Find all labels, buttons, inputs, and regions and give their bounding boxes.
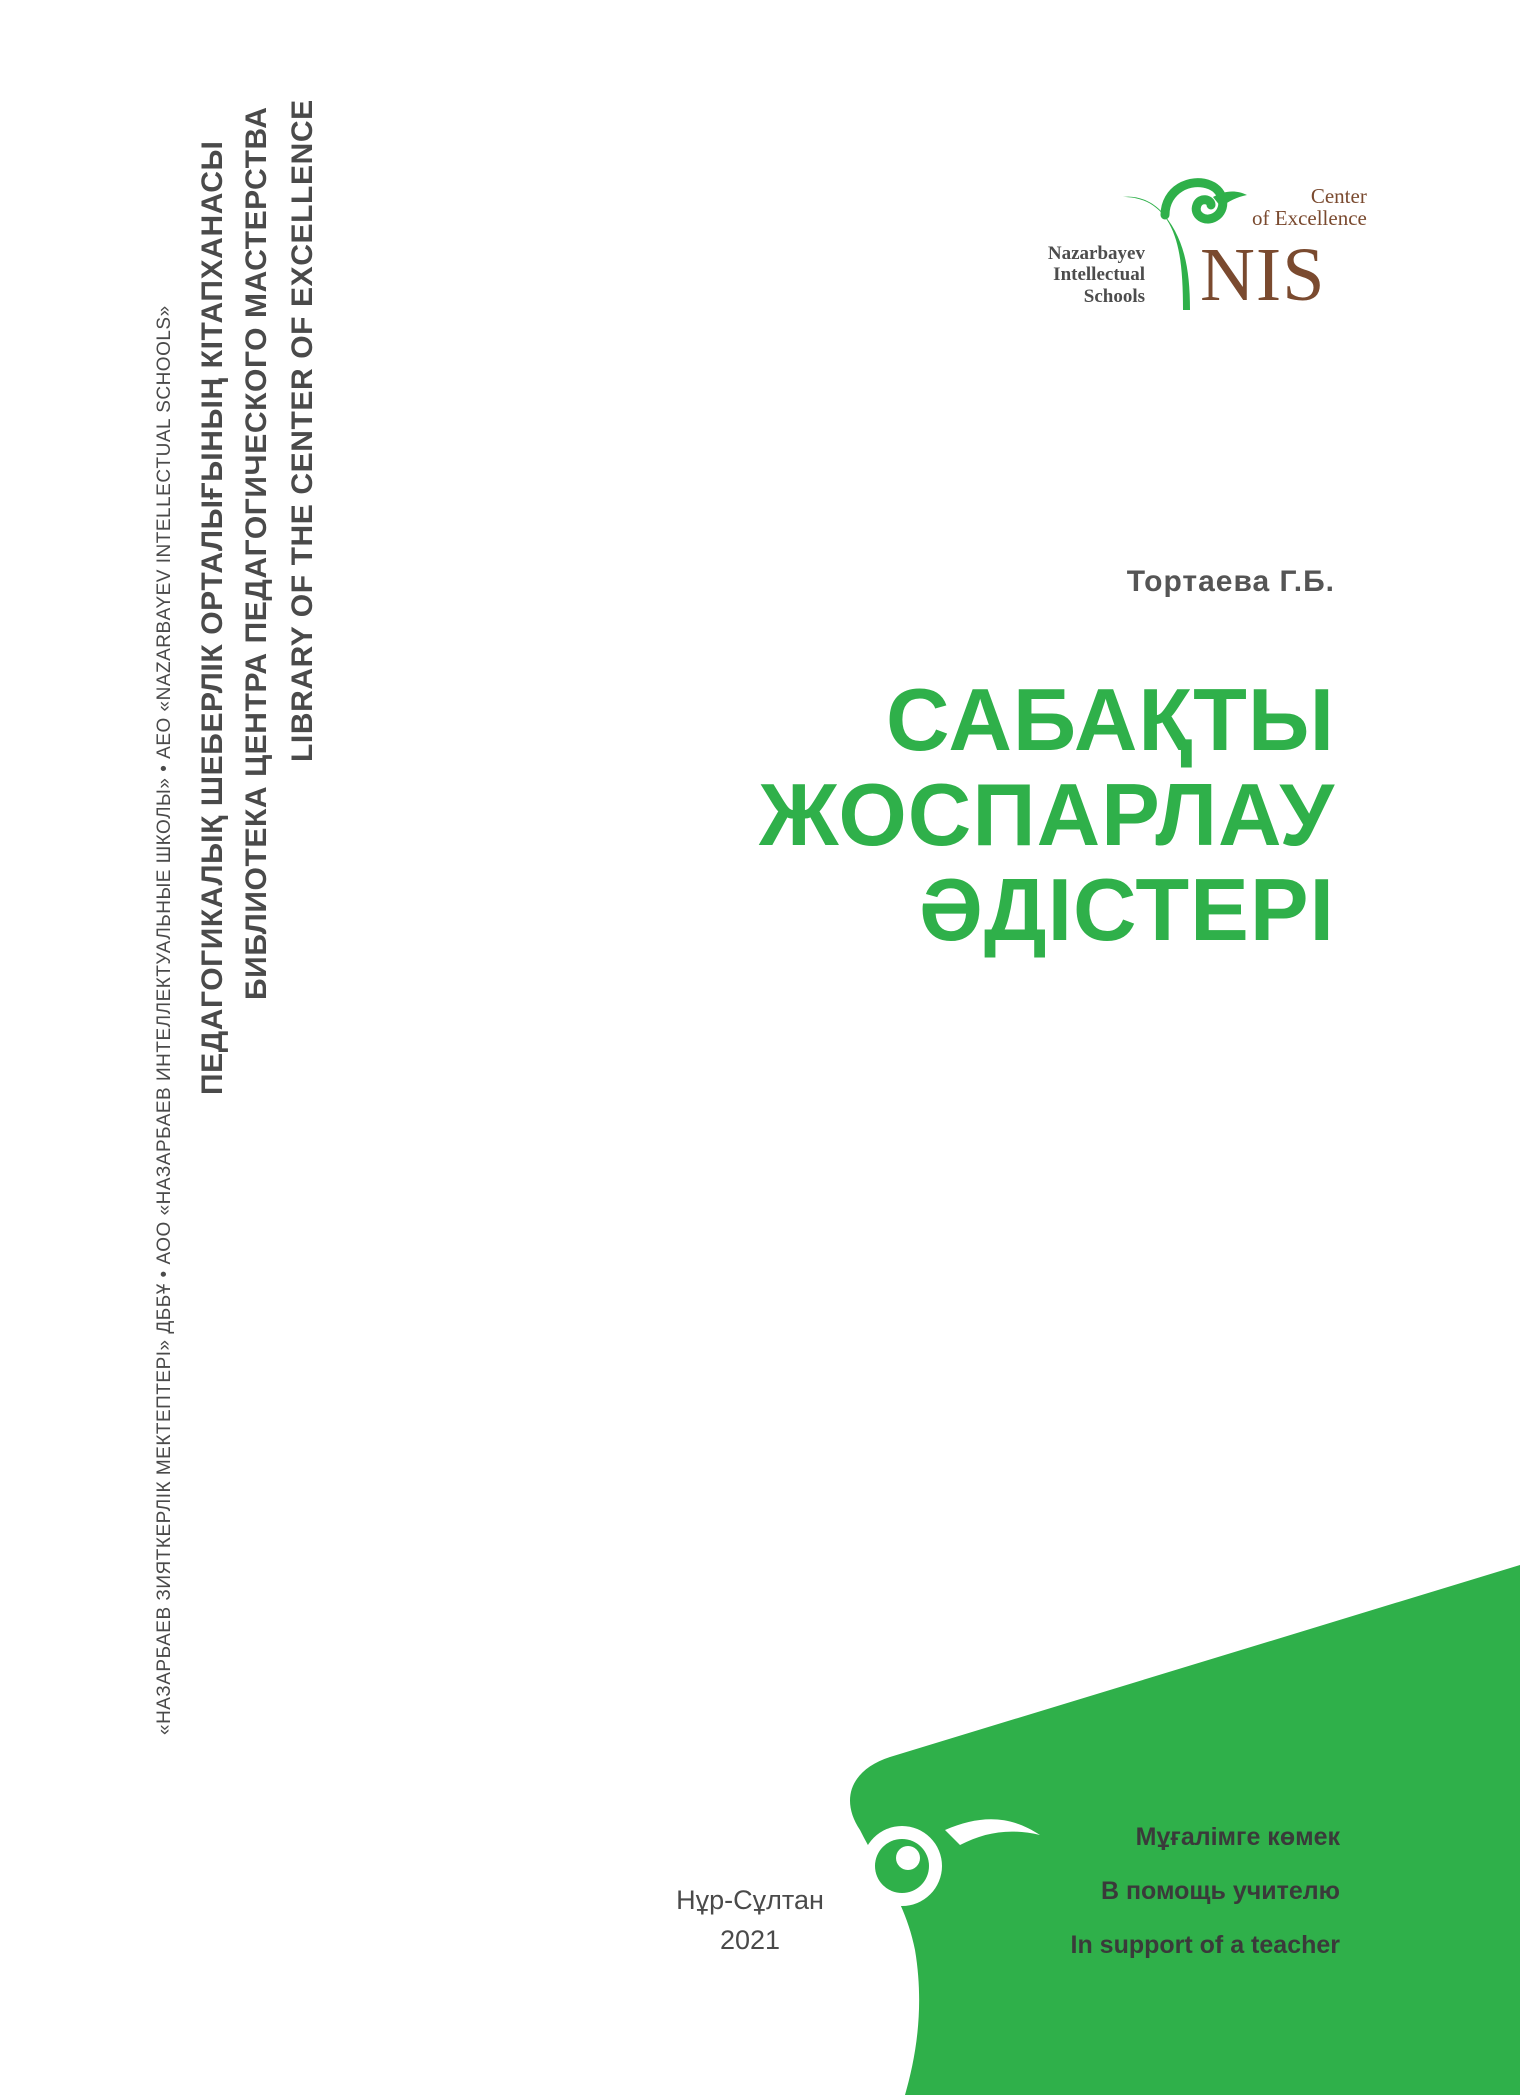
author-name: Тортаева Г.Б. <box>1126 565 1335 598</box>
nis-mark: NIS <box>1200 233 1326 317</box>
school-name <box>1020 243 1145 307</box>
imprint <box>670 1880 830 1960</box>
nis-logo <box>1020 175 1367 325</box>
school-line3: Schools <box>1083 285 1145 307</box>
series-kz: Мұғалімге көмек <box>1135 1823 1340 1851</box>
series-ru: В помощь учителю <box>1100 1877 1340 1905</box>
spine-library-ru: БИБЛИОТЕКА ЦЕНТРА ПЕДАГОГИЧЕСКОГО МАСТЕРСТВА <box>240 106 273 1000</box>
coe-line2: of Excellence <box>1252 206 1367 231</box>
title-line1: САБАҚТЫ <box>886 670 1335 769</box>
school-line2: Intellectual <box>1053 264 1145 286</box>
school-line1: Nazarbayev <box>1047 243 1145 264</box>
center-of-excellence-label <box>1252 185 1367 229</box>
imprint-year: 2021 <box>719 1925 781 1955</box>
series-labels <box>1071 1810 1340 1972</box>
book-title <box>759 672 1335 957</box>
coe-line1: Center <box>1310 184 1367 208</box>
spine-library-kz: ПЕДАГОГИКАЛЫҚ ШЕБЕРЛІК ОРТАЛЫҒЫНЫҢ КІТАПХАНАСЫ <box>196 140 229 1095</box>
series-en: In support of a teacher <box>1070 1931 1340 1959</box>
spine-library-en: LIBRARY OF THE CENTER OF EXCELLENCE <box>286 99 319 762</box>
imprint-city: Нұр-Сұлтан <box>676 1885 824 1915</box>
title-line2: ЖОСПАРЛАУ <box>758 765 1335 864</box>
title-line3: ӘДІСТЕРІ <box>919 860 1335 959</box>
spine-organizations: «НАЗАРБАЕВ ЗИЯТКЕРЛІК МЕКТЕПТЕРІ» ДББҰ • АОО «НАЗАРБАЕВ ИНТЕЛЛЕКТУАЛЬНЫЕ ШКОЛЫ» • AEO «NAZARBAYEV INTELLECTUAL SCHOOLS» <box>154 305 175 1735</box>
